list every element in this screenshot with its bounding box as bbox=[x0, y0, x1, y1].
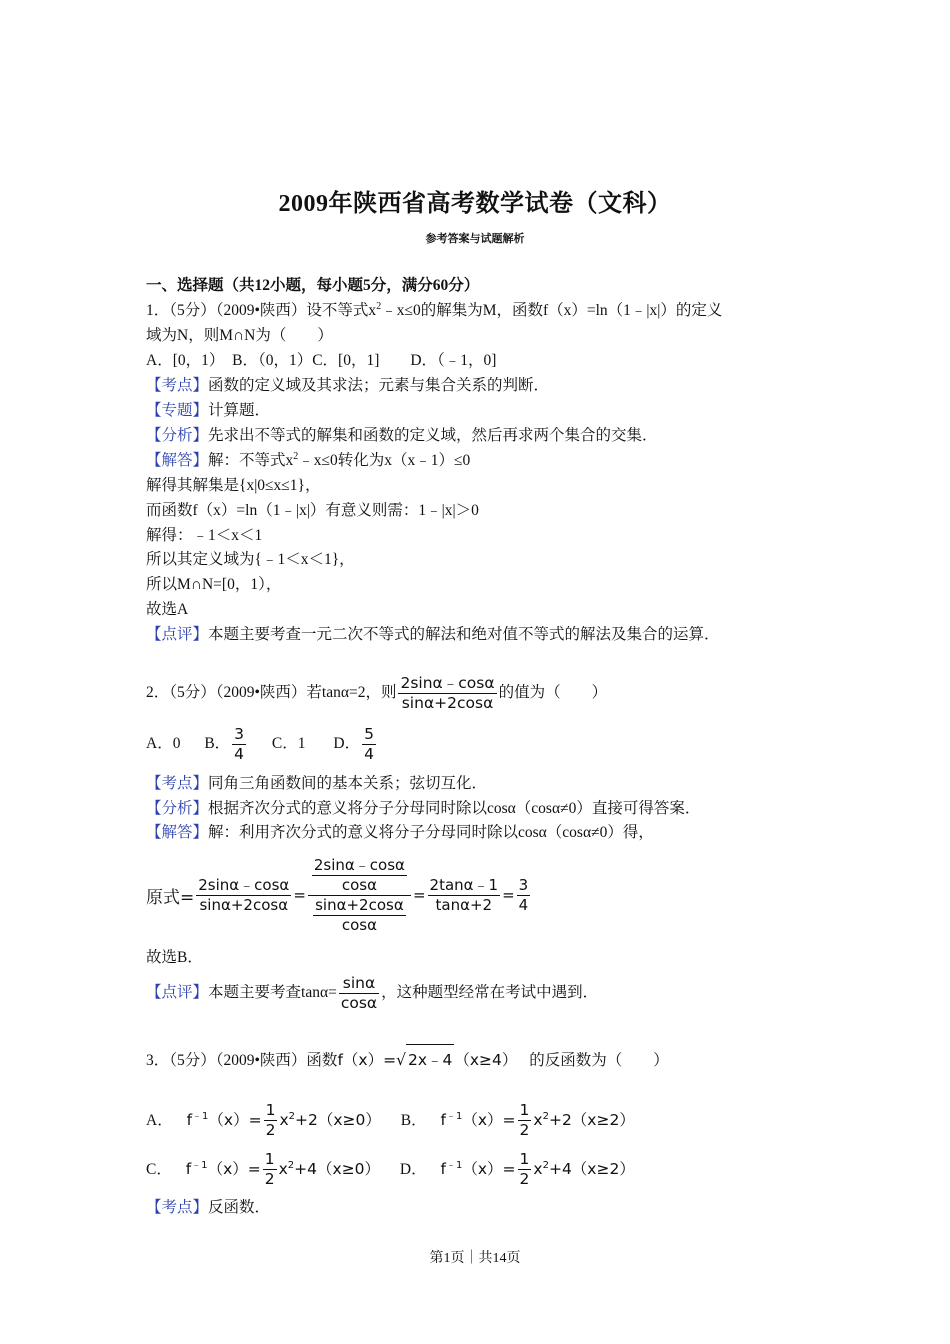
q1-step: 所以M∩N=[0，1）， bbox=[146, 576, 282, 593]
q2-derivation: 原式= $\frac{2\sin\alpha﹣\cos\alpha}{\sin\alpha+2\cos\alpha}$ = $\frac{\frac{2\sin\alpha﹣\cos\alpha}{\cos\alpha}}{\frac{\sin\alpha+2\cos\alpha}{\cos\alpha}}$ = $\frac{2\tan\alpha﹣1}{\tan\alpha+2}$ = $\frac{3}{4}$ bbox=[146, 855, 529, 934]
tag-jieda: 【解答】 bbox=[146, 824, 209, 841]
tag-fenxi: 【分析】 bbox=[146, 800, 209, 817]
q2-derivation-fraction-3: $\frac{2\tan\alpha﹣1}{\tan\alpha+2}$ bbox=[429, 875, 499, 914]
q1-dianping: 【点评】本题主要考查一元二次不等式的解法和绝对值不等式的解法及集合的运算． bbox=[146, 626, 720, 643]
q2-stem-fraction: $\frac{2\sin\alpha﹣\cos\alpha}{\sin\alpha+2\cos\alpha}$ bbox=[400, 673, 495, 712]
q1-step: 所以其定义域为{﹣1＜x＜1}， bbox=[146, 551, 355, 568]
q3-option-c: C． $f^{﹣1}(x)=$ $\frac{1}{2}$ $x^2+4(x\ge 0)$ bbox=[146, 1150, 381, 1188]
q1-step: 故选A bbox=[146, 601, 189, 618]
q2-options: A．0 B． $\frac{3}{4}$ C．1 D． $\frac{5}{4}$ bbox=[146, 724, 374, 763]
tag-dianping: 【点评】 bbox=[146, 984, 209, 1001]
section-heading: 一、选择题（共12小题，每小题5分，满分60分） bbox=[146, 277, 480, 294]
q1-step: 解得：﹣1＜x＜1 bbox=[146, 527, 263, 544]
q3-stem: 3．（5分）（2009•陕西）函数f（x）=√ 2x﹣4 （x≥4） 的反函数为（ ） bbox=[146, 1044, 669, 1076]
tag-kaodian: 【考点】 bbox=[146, 1199, 209, 1216]
q2-option-d-fraction: $\frac{5}{4}$ bbox=[364, 724, 374, 763]
q2-derivation-fraction-4: $\frac{3}{4}$ bbox=[518, 875, 529, 914]
tag-kaodian: 【考点】 bbox=[146, 377, 209, 394]
q3-sqrt: √ 2x﹣4 bbox=[396, 1044, 454, 1075]
tag-fenxi: 【分析】 bbox=[146, 427, 209, 444]
q2-stem: 2．（5分）（2009•陕西）若tanα=2，则 $\frac{2\sin\alpha﹣\cos\alpha}{\sin\alpha+2\cos\alpha}$ 的值为（ ） bbox=[146, 673, 608, 712]
tag-jieda: 【解答】 bbox=[146, 452, 209, 469]
page-footer: 第1页｜共14页 bbox=[429, 1251, 521, 1266]
q2-answer: 故选B． bbox=[146, 949, 203, 966]
q2-fenxi: 【分析】根据齐次分式的意义将分子分母同时除以cosα（cosα≠0）直接可得答案． bbox=[146, 800, 701, 817]
q1-stem-line2: 域为N，则M∩N为（ ） bbox=[146, 327, 333, 344]
q1-fenxi: 【分析】先求出不等式的解集和函数的定义域，然后再求两个集合的交集． bbox=[146, 427, 658, 444]
q1-options: A．[0，1） B．（0，1）C．[0，1] D．（﹣1，0] bbox=[146, 352, 497, 369]
q3-kaodian: 【考点】反函数． bbox=[146, 1199, 271, 1216]
q3-options-row2 bbox=[146, 1146, 635, 1193]
q1-step: 解得其解集是{x|0≤x≤1}， bbox=[146, 477, 321, 494]
tag-kaodian: 【考点】 bbox=[146, 775, 209, 792]
q2-dianping-fraction: $\frac{\sin\alpha}{\cos\alpha}$ bbox=[340, 973, 378, 1012]
q1-step: 而函数f（x）=ln（1﹣|x|）有意义则需：1﹣|x|＞0 bbox=[146, 502, 479, 519]
q1-jieda: 【解答】解：不等式$x^2﹣x\le 0$转化为x（x﹣1）≤0 bbox=[146, 450, 471, 469]
q3-options-row1 bbox=[146, 1097, 635, 1144]
q3-option-a: A． $f^{﹣1}(x)=$ $\frac{1}{2}$ $x^2+2(x\ge 0)$ bbox=[146, 1101, 381, 1139]
q2-derivation-fraction-2: $\frac{\frac{2\sin\alpha﹣\cos\alpha}{\cos\alpha}}{\frac{\sin\alpha+2\cos\alpha}{\cos\alpha}}$ bbox=[308, 856, 411, 935]
q2-option-b-fraction: $\frac{3}{4}$ bbox=[234, 724, 245, 763]
tag-dianping: 【点评】 bbox=[146, 626, 209, 643]
q3-option-d: D． $f^{﹣1}(x)=$ $\frac{1}{2}$ $x^2+4(x\ge 2)$ bbox=[399, 1150, 635, 1188]
q3-option-b: B． $f^{﹣1}(x)=$ $\frac{1}{2}$ $x^2+2(x\ge 2)$ bbox=[400, 1101, 635, 1139]
q2-derivation-fraction-1: $\frac{2\sin\alpha﹣\cos\alpha}{\sin\alpha+2\cos\alpha}$ bbox=[198, 875, 290, 914]
q1-kaodian: 【考点】函数的定义域及其求法；元素与集合关系的判断． bbox=[146, 377, 550, 394]
page-subtitle: 参考答案与试题解析 bbox=[425, 233, 525, 245]
page-title: 2009年陕西省高考数学试卷（文科） bbox=[278, 191, 672, 217]
q2-jieda: 【解答】解：利用齐次分式的意义将分子分母同时除以cosα（cosα≠0）得， bbox=[146, 824, 654, 841]
q2-kaodian: 【考点】同角三角函数间的基本关系；弦切互化． bbox=[146, 775, 488, 792]
q2-dianping: 【点评】本题主要考查tanα= $\frac{\sin\alpha}{\cos\alpha}$ ，这种题型经常在考试中遇到． bbox=[146, 973, 599, 1012]
q1-stem-line1: 1．（5分）（2009•陕西）设不等式$x^2﹣x\le 0$的解集为M，函数f（x）=ln（1﹣|x|）的定义 bbox=[146, 300, 723, 319]
q1-zhuanti: 【专题】计算题． bbox=[146, 402, 271, 419]
tag-zhuanti: 【专题】 bbox=[146, 402, 209, 419]
